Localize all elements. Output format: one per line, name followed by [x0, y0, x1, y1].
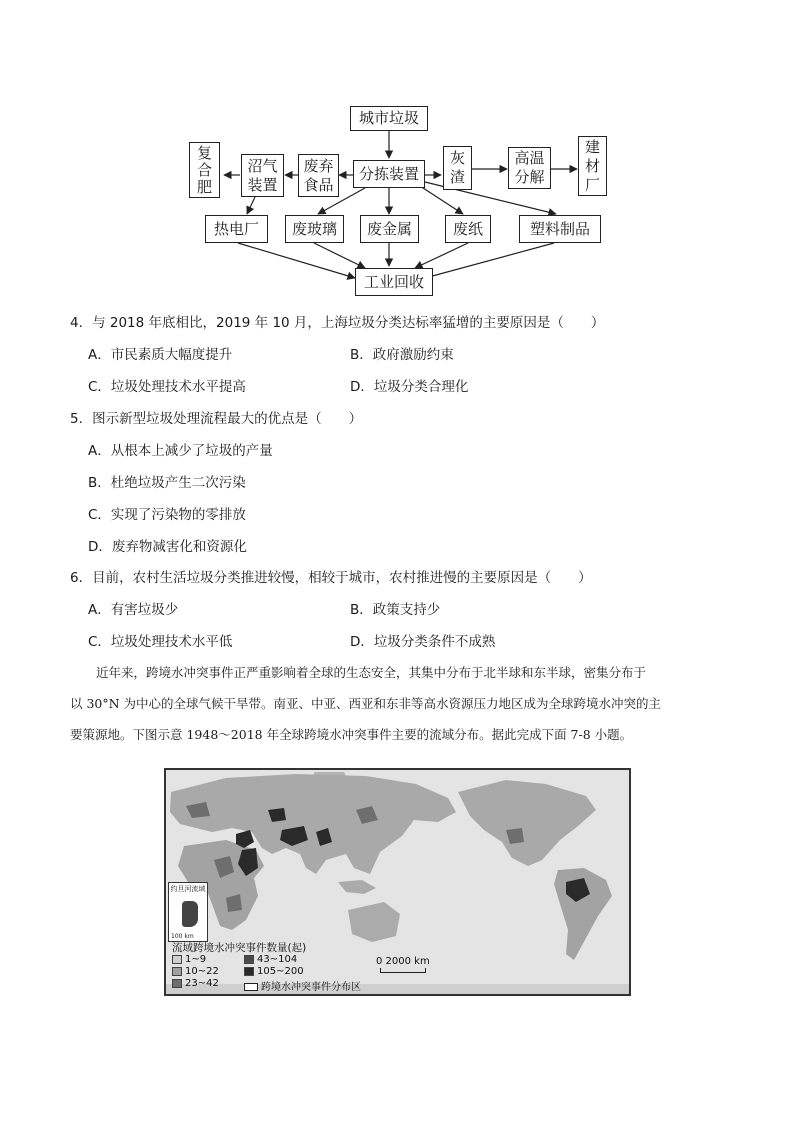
node-ash: 灰渣	[443, 146, 472, 190]
legend-label-4: 43~104	[257, 954, 298, 965]
node-waste-paper: 废纸	[445, 215, 491, 243]
legend-item-5	[244, 966, 304, 977]
legend-item-3	[172, 978, 219, 989]
node-biogas-device: 沼气装置	[241, 154, 284, 197]
arrow-biogas-to-power	[247, 197, 255, 214]
question-4-option-b[interactable]: B．政府激励约束	[350, 347, 454, 363]
legend-label-1: 1~9	[185, 954, 207, 965]
node-sorting-device: 分拣装置	[353, 160, 425, 188]
question-5-option-c[interactable]: C．实现了污染物的零排放	[88, 507, 246, 523]
map-inset-jordan	[168, 882, 208, 942]
legend-label-5: 105~200	[257, 966, 304, 977]
legend-swatch-3	[172, 979, 182, 988]
question-4-option-c[interactable]: C．垃圾处理技术水平提高	[88, 379, 246, 395]
node-industrial-recycling: 工业回收	[355, 268, 433, 296]
arrow-glass-to-recycling	[314, 243, 365, 268]
legend-swatch-5	[244, 967, 254, 976]
legend-item-6	[244, 978, 361, 993]
passage-line-2: 以 30°N 为中心的全球气候干旱带。南亚、中亚、西亚和东非等高水资源压力地区成为全球跨境水冲突的主	[70, 696, 662, 711]
arrow-power-to-recycling	[238, 243, 355, 278]
node-city-garbage: 城市垃圾	[350, 106, 428, 131]
legend-label-2: 10~22	[185, 966, 219, 977]
question-4-option-a[interactable]: A．市民素质大幅度提升	[88, 347, 233, 363]
flowchart-arrows	[0, 0, 794, 300]
landmass-antarctica	[166, 984, 629, 994]
passage-line-3: 要策源地。下图示意 1948～2018 年全球跨境水冲突事件主要的流域分布。据此完成下面 7-8 小题。	[70, 727, 633, 742]
question-6-option-b[interactable]: B．政策支持少	[350, 602, 441, 618]
node-building-material-plant: 建材厂	[578, 136, 607, 196]
legend-swatch-4	[244, 955, 254, 964]
node-waste-food: 废弃食品	[298, 154, 339, 197]
node-plastic-products: 塑料制品	[519, 215, 601, 243]
legend-label-3: 23~42	[185, 978, 219, 989]
inset-scale: 100 km	[171, 933, 194, 940]
question-6-option-d[interactable]: D．垃圾分类条件不成熟	[350, 634, 496, 650]
legend-item-4	[244, 954, 297, 965]
question-4-option-d[interactable]: D．垃圾分类合理化	[350, 379, 469, 395]
legend-swatch-1	[172, 955, 182, 964]
question-5-option-d[interactable]: D．废弃物减害化和资源化	[88, 539, 247, 555]
arrow-plastic-to-recycling	[425, 243, 554, 278]
node-waste-metal: 废金属	[360, 215, 419, 243]
inset-label: 约旦河流域	[170, 885, 206, 893]
legend-item-1	[172, 954, 206, 965]
question-5-stem: 5．图示新型垃圾处理流程最大的优点是（ ）	[70, 411, 363, 427]
question-6-option-a[interactable]: A．有害垃圾少	[88, 602, 179, 618]
question-6-option-c[interactable]: C．垃圾处理技术水平低	[88, 634, 233, 650]
arrow-paper-to-recycling	[415, 243, 468, 268]
inset-basin-shape	[182, 901, 198, 927]
legend-item-2	[172, 966, 219, 977]
legend-label-6: 跨境水冲突事件分布区	[261, 982, 361, 993]
question-5-option-a[interactable]: A．从根本上减少了垃圾的产量	[88, 443, 273, 459]
question-5-option-b[interactable]: B．杜绝垃圾产生二次污染	[88, 475, 246, 491]
node-thermal-power-plant: 热电厂	[205, 215, 268, 243]
node-compound-fertilizer: 复合肥	[189, 142, 220, 198]
legend-swatch-2	[172, 967, 182, 976]
passage	[70, 657, 730, 750]
map-scale-label: 0 2000 km	[376, 956, 430, 967]
garbage-flowchart	[0, 0, 794, 300]
world-water-conflict-map	[164, 768, 631, 996]
question-4-stem: 4．与 2018 年底相比，2019 年 10 月，上海垃圾分类达标率猛增的主要原因是（ ）	[70, 315, 605, 331]
node-waste-glass: 废玻璃	[285, 215, 344, 243]
question-6-stem: 6．目前，农村生活垃圾分类推进较慢，相较于城市，农村推进慢的主要原因是（ ）	[70, 570, 592, 586]
map-scale-bar	[380, 968, 426, 973]
legend-title: 流域跨境水冲突事件数量(起)	[172, 942, 307, 954]
passage-line-1: 近年来，跨境水冲突事件正严重影响着全球的生态安全，其集中分布于北半球和东半球，密集分布于	[96, 665, 647, 680]
legend-swatch-6	[244, 983, 258, 991]
node-high-temp-decomp: 高温分解	[508, 147, 551, 189]
